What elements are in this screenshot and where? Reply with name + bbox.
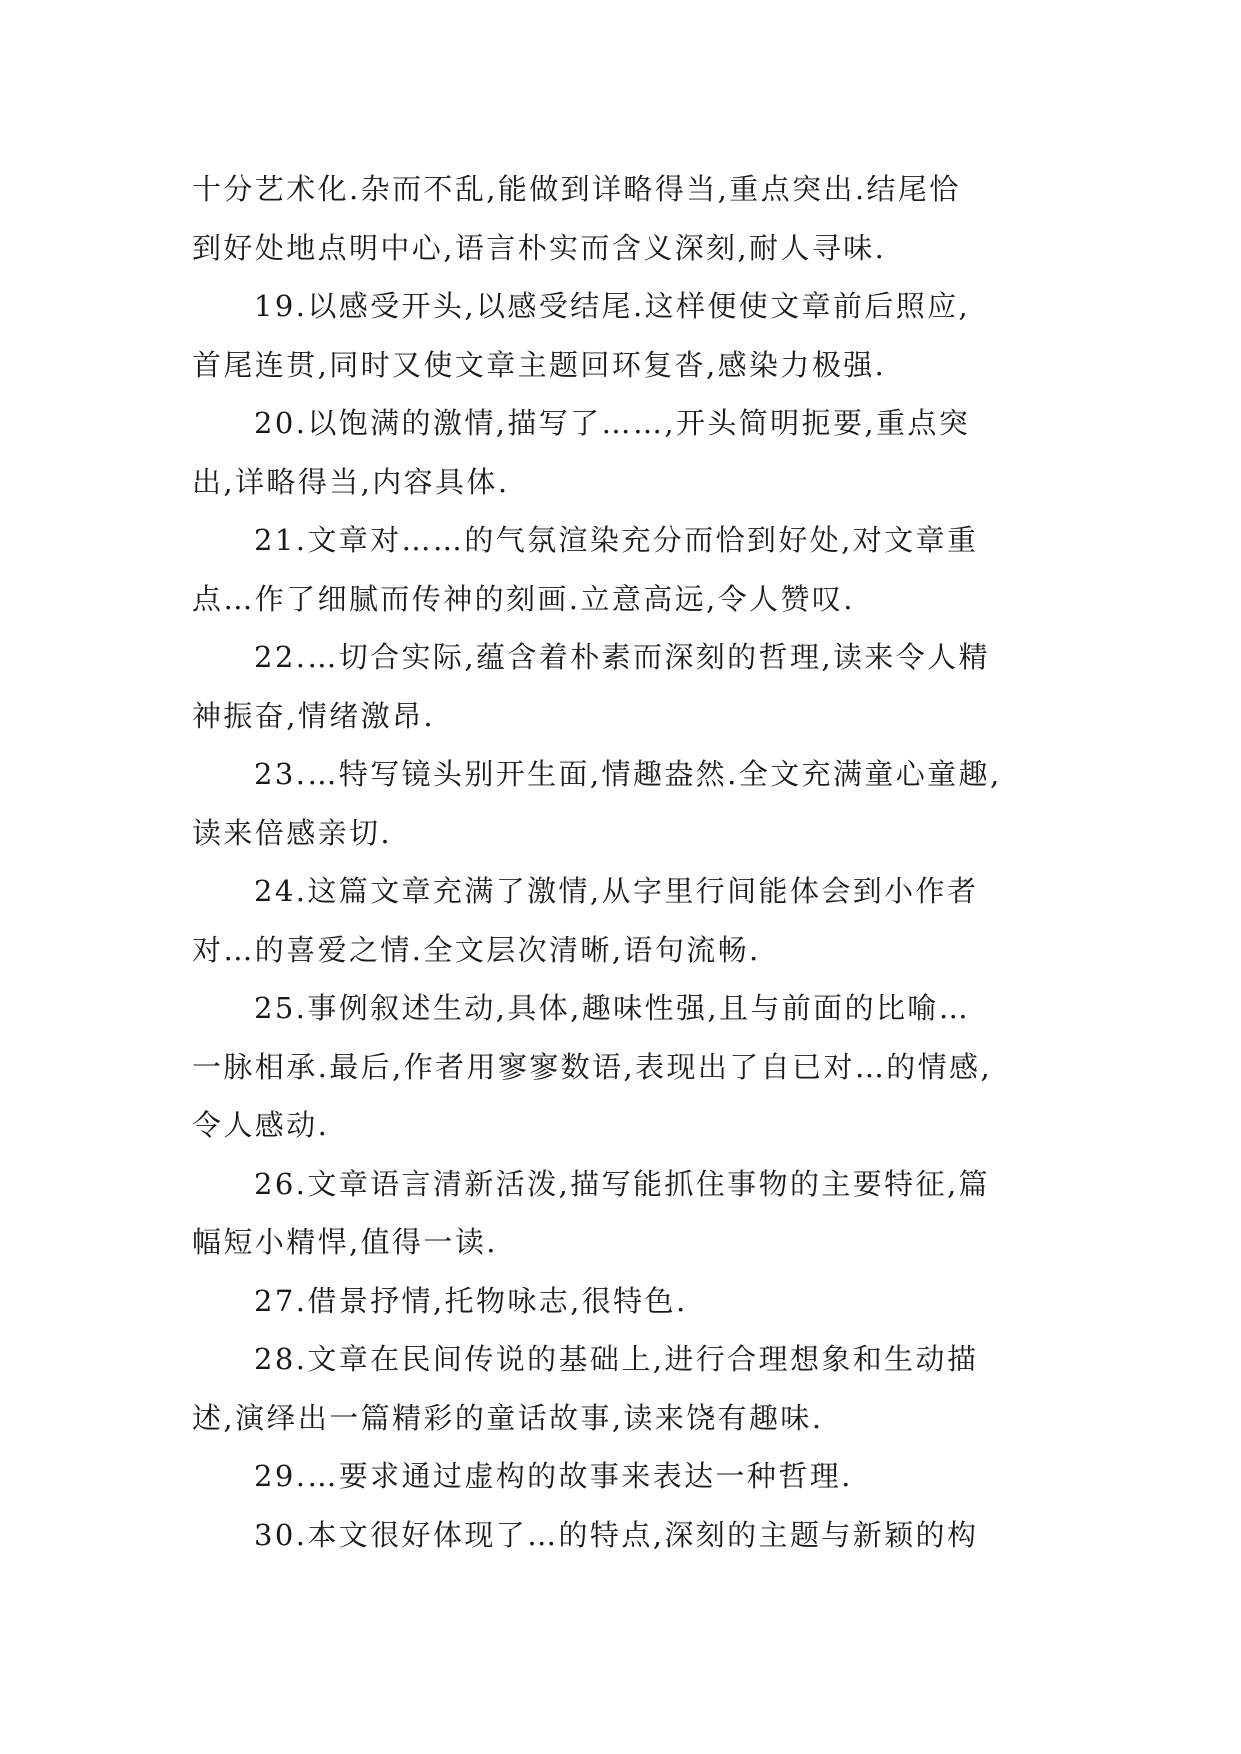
paragraph-line: 首尾连贯,同时又使文章主题回环复沓,感染力极强.	[192, 347, 887, 382]
paragraph-line: 19.以感受开头,以感受结尾.这样便使文章前后照应,	[254, 289, 971, 323]
paragraph-line: 21.文章对……的气氛渲染充分而恰到好处,对文章重	[254, 523, 979, 557]
paragraph-line: 述,演绎出一篇精彩的童话故事,读来饶有趣味.	[192, 1400, 824, 1435]
paragraph-item-27	[192, 1272, 1054, 1331]
paragraph-item-30	[192, 1506, 1054, 1565]
paragraph-line: 26.文章语言清新活泼,描写能抓住事物的主要特征,篇	[254, 1166, 990, 1201]
paragraph-line: 28.文章在民间传说的基础上,进行合理想象和生动描	[254, 1342, 979, 1376]
paragraph-line: 对…的喜爱之情.全文层次清晰,语句流畅.	[192, 932, 761, 967]
paragraph-line: 十分艺术化.杂而不乱,能做到详略得当,重点突出.结尾恰	[192, 172, 961, 206]
paragraph-line: 23.…特写镜头别开生面,情趣盎然.全文充满童心童趣,	[254, 757, 1002, 791]
paragraph-item-25	[192, 979, 1054, 1155]
paragraph-line: 幅短小精悍,值得一读.	[192, 1225, 498, 1259]
paragraph-line: 20.以饱满的激情,描写了……,开头简明扼要,重点突	[254, 406, 971, 440]
paragraph-line: 29.…要求通过虚构的故事来表达一种哲理.	[254, 1459, 853, 1493]
paragraph-item-19	[192, 277, 1054, 394]
paragraph-line: 令人感动.	[192, 1108, 330, 1142]
paragraph-line: 到好处地点明中心,语言朴实而含义深刻,耐人寻味.	[192, 230, 887, 265]
paragraph-item-23	[192, 745, 1054, 862]
paragraph-line: 点…作了细腻而传神的刻画.立意高远,令人赞叹.	[192, 581, 855, 616]
paragraph-item-21	[192, 511, 1054, 628]
paragraph-line: 25.事例叙述生动,具体,趣味性强,且与前面的比喻…	[254, 991, 971, 1025]
paragraph-item-28	[192, 1330, 1054, 1447]
document-body	[192, 160, 1054, 1564]
paragraph-line: 30.本文很好体现了…的特点,深刻的主题与新颖的构	[254, 1517, 979, 1552]
paragraph-item-29	[192, 1447, 1054, 1506]
paragraph-line: 22.…切合实际,蕴含着朴素而深刻的哲理,读来令人精	[254, 640, 990, 674]
paragraph-item-22	[192, 628, 1054, 745]
paragraph-continuation	[192, 160, 1054, 277]
paragraph-line: 出,详略得当,内容具体.	[192, 464, 510, 499]
paragraph-line: 读来倍感亲切.	[192, 815, 393, 850]
paragraph-line: 神振奋,情绪激昂.	[192, 698, 436, 733]
paragraph-line: 一脉相承.最后,作者用寥寥数语,表现出了自已对…的情感,	[192, 1049, 993, 1084]
paragraph-line: 27.借景抒情,托物咏志,很特色.	[254, 1283, 688, 1318]
paragraph-item-26	[192, 1155, 1054, 1272]
paragraph-item-20	[192, 394, 1054, 511]
paragraph-line: 24.这篇文章充满了激情,从字里行间能体会到小作者	[254, 874, 979, 908]
paragraph-item-24	[192, 862, 1054, 979]
